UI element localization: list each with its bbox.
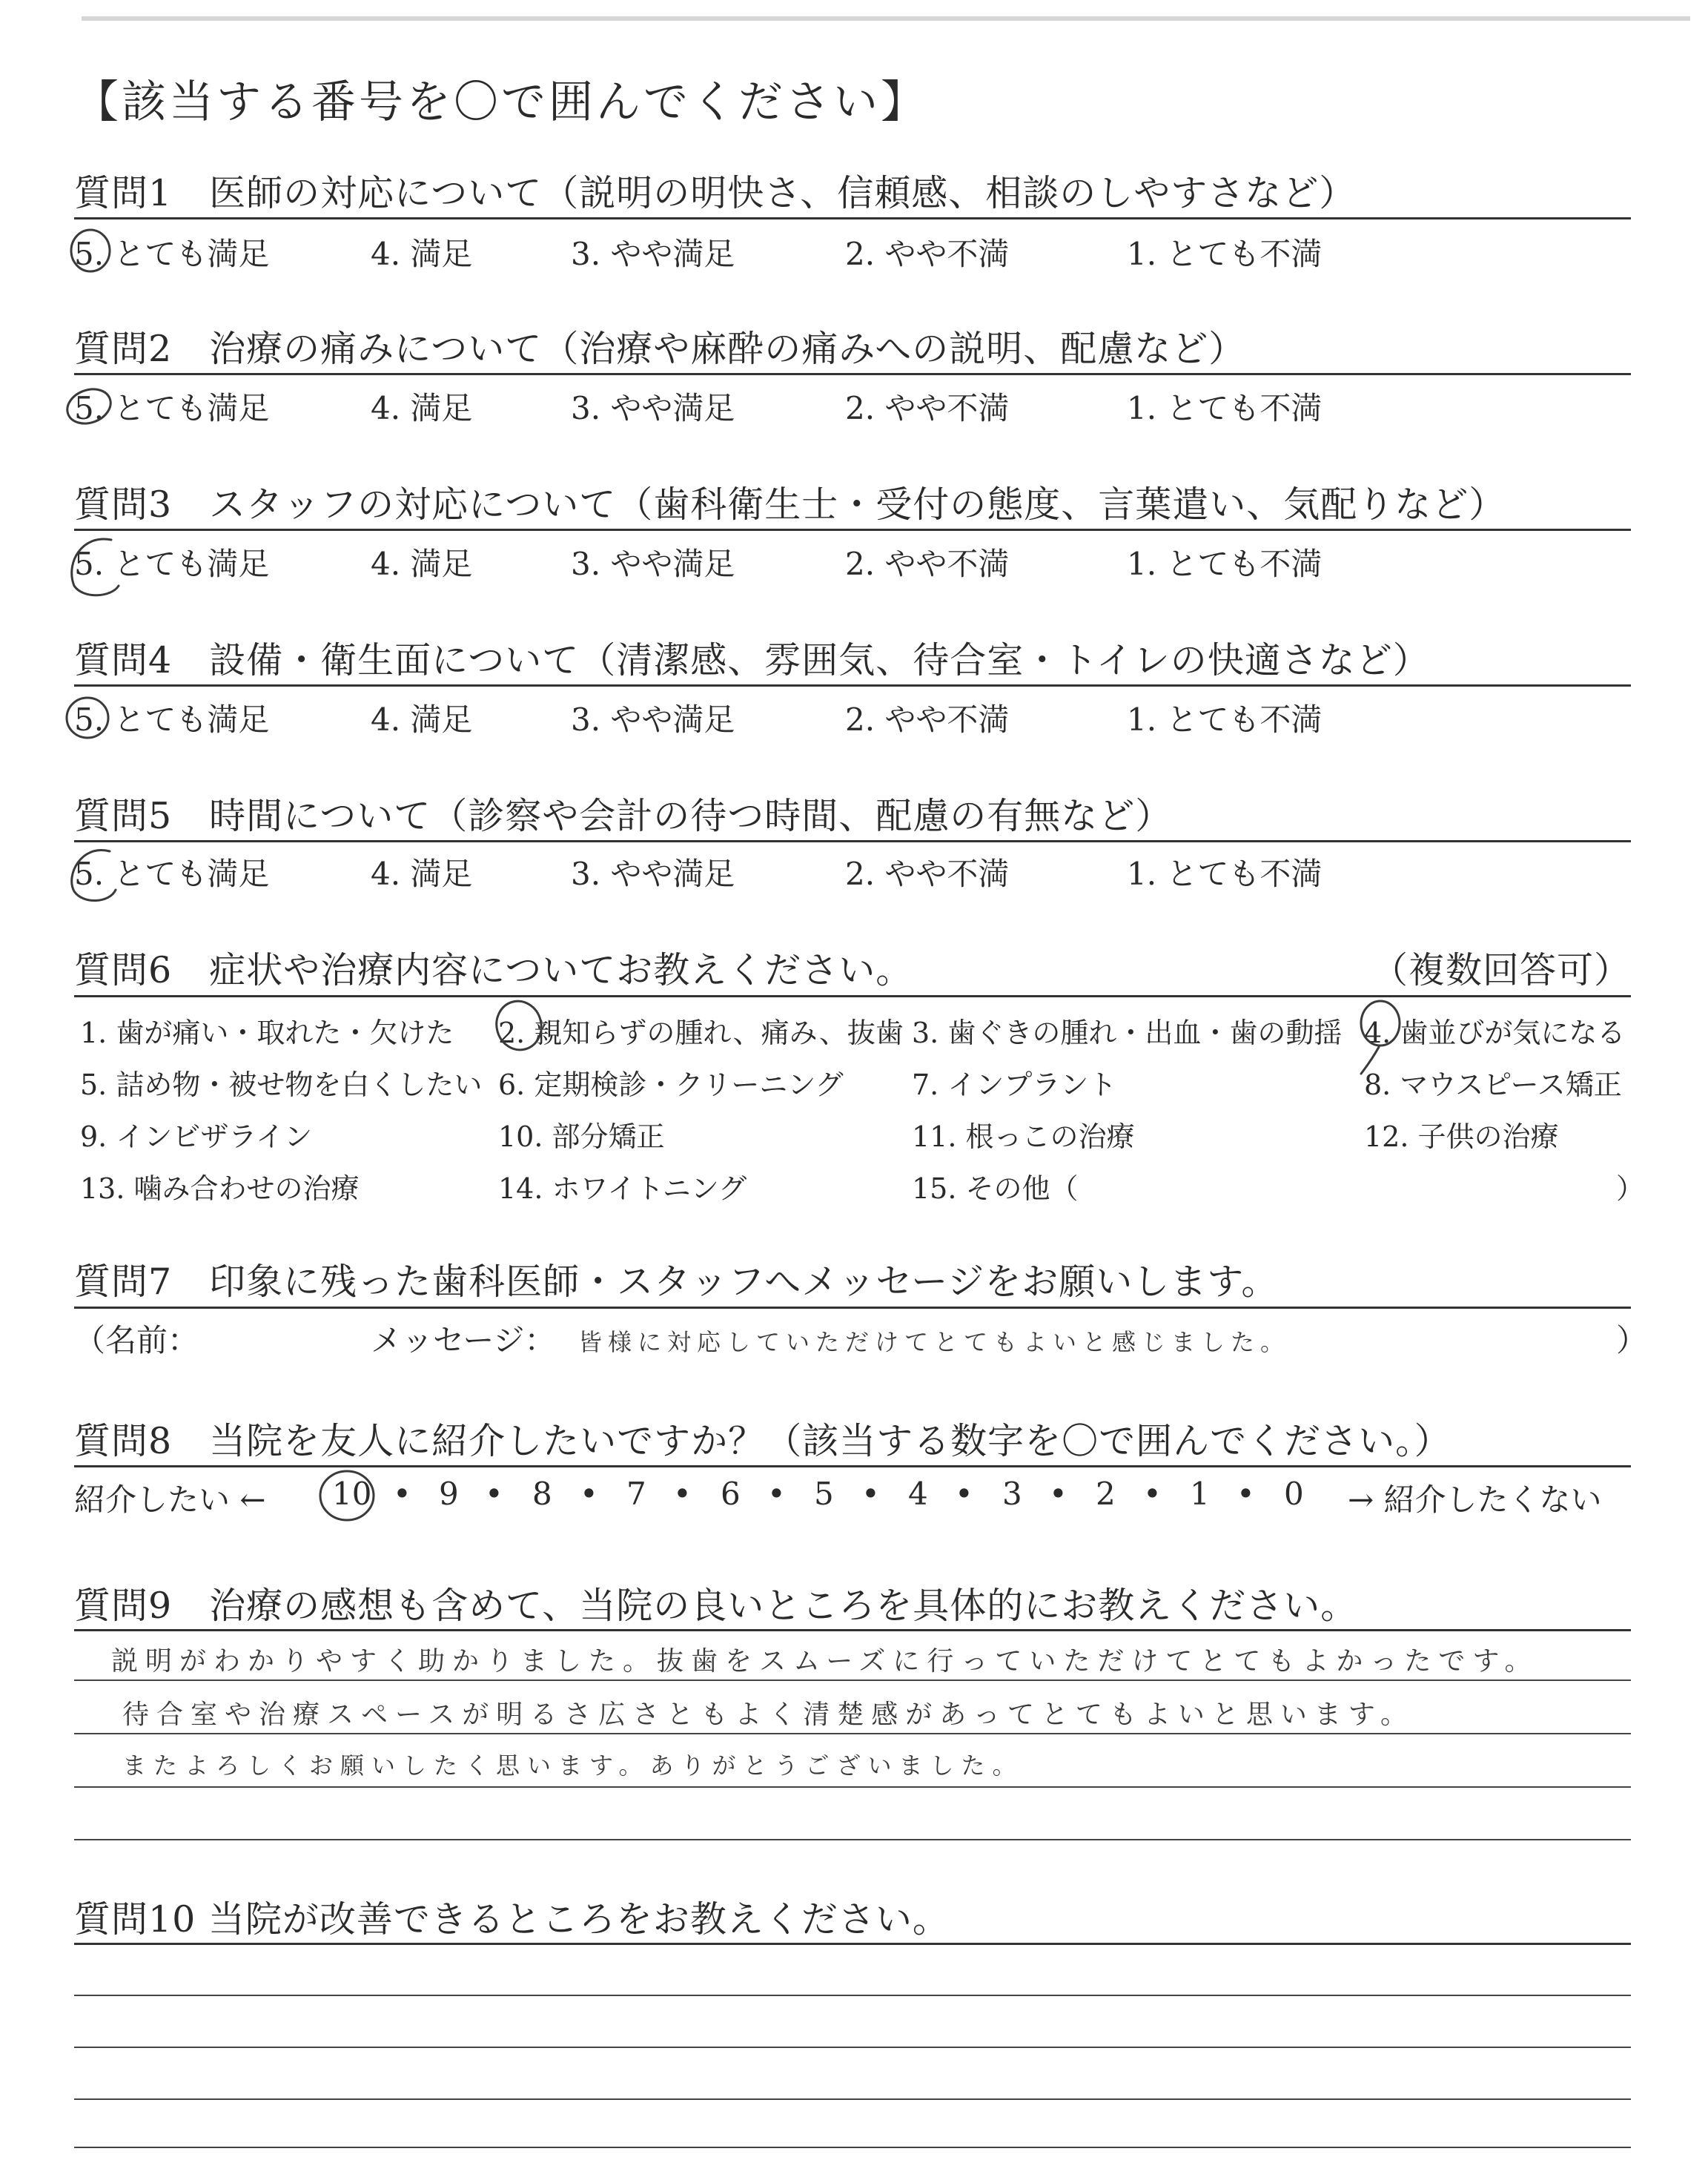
q10-line — [74, 2098, 1631, 2100]
q8-score-10[interactable]: 10 — [332, 1476, 372, 1512]
q4-option-4[interactable]: 4. 満足 — [371, 701, 473, 738]
q1-title: 質問1 医師の対応について（説明の明快さ、信頼感、相談のしやすさなど） — [74, 172, 1357, 214]
q8-score-5[interactable]: 5 — [814, 1476, 834, 1512]
q8-title: 質問8 当院を友人に紹介したいですか？（該当する数字を〇で囲んでください。） — [74, 1420, 1452, 1462]
q9-line — [74, 1839, 1631, 1840]
q4-title: 質問4 設備・衛生面について（清潔感、雰囲気、待合室・トイレの快適さなど） — [74, 639, 1430, 681]
q10-line — [74, 1995, 1631, 1996]
q6-option-4[interactable]: 4. 歯並びが気になる — [1364, 1017, 1626, 1049]
q5-option-4[interactable]: 4. 満足 — [371, 856, 473, 892]
q9-title: 質問9 治療の感想も含めて、当院の良いところを具体的にお教えください。 — [74, 1585, 1358, 1627]
q9-line — [74, 1680, 1631, 1681]
q9-line — [74, 1733, 1631, 1734]
q6-other-close-paren: ） — [1616, 1172, 1645, 1205]
q8-dot: • — [1237, 1476, 1255, 1512]
q8-right-label: → 紹介したくない — [1348, 1482, 1602, 1518]
q2-option-4[interactable]: 4. 満足 — [371, 390, 473, 426]
q8-score-2[interactable]: 2 — [1096, 1476, 1116, 1512]
q6-option-14[interactable]: 14. ホワイトニング — [498, 1172, 747, 1205]
q8-dot: • — [1049, 1476, 1068, 1512]
q3-option-2[interactable]: 2. やや不満 — [845, 546, 1010, 582]
q8-rule — [74, 1465, 1631, 1467]
form-title: 【該当する番号を〇で囲んでください】 — [74, 76, 928, 128]
q7-title: 質問7 印象に残った歯科医師・スタッフへメッセージをお願いします。 — [74, 1261, 1279, 1303]
q6-option-8[interactable]: 8. マウスピース矯正 — [1364, 1069, 1622, 1101]
q9-answer-line-3[interactable]: またよろしくお願いしたく思います。ありがとうございました。 — [122, 1751, 1024, 1780]
q8-score-7[interactable]: 7 — [626, 1476, 646, 1512]
q6-option-9[interactable]: 9. インビザライン — [80, 1120, 313, 1153]
q5-rule — [74, 840, 1631, 842]
q5-option-1[interactable]: 1. とても不満 — [1127, 856, 1323, 892]
q8-dot: • — [393, 1476, 411, 1512]
q8-score-6[interactable]: 6 — [721, 1476, 741, 1512]
q8-score-8[interactable]: 8 — [532, 1476, 552, 1512]
q6-option-3[interactable]: 3. 歯ぐきの腫れ・出血・歯の動揺 — [912, 1017, 1343, 1049]
q6-title: 質問6 症状や治療内容についてお教えください。 — [74, 949, 913, 991]
q1-option-4[interactable]: 4. 満足 — [371, 236, 473, 272]
q5-option-3[interactable]: 3. やや満足 — [571, 856, 735, 892]
q2-option-3[interactable]: 3. やや満足 — [571, 390, 735, 426]
q8-score-3[interactable]: 3 — [1002, 1476, 1022, 1512]
q9-line — [74, 1786, 1631, 1788]
q7-close-paren: ） — [1616, 1322, 1648, 1358]
q1-option-1[interactable]: 1. とても不満 — [1127, 236, 1323, 272]
q3-option-1[interactable]: 1. とても不満 — [1127, 546, 1323, 582]
q8-dot: • — [1143, 1476, 1162, 1512]
scan-top-edge — [82, 16, 1690, 21]
q3-option-4[interactable]: 4. 満足 — [371, 546, 473, 582]
q6-rule — [74, 995, 1631, 997]
q10-line — [74, 2047, 1631, 2048]
q8-score-1[interactable]: 1 — [1190, 1476, 1210, 1512]
q7-message-text[interactable]: 皆様に対応していただけてとてもよいと感じました。 — [578, 1328, 1291, 1356]
q6-option-1[interactable]: 1. 歯が痛い・取れた・欠けた — [80, 1017, 454, 1049]
q10-title: 質問10 当院が改善できるところをお教えください。 — [74, 1898, 950, 1941]
q2-option-5[interactable]: 5. とても満足 — [74, 390, 270, 426]
q8-dot: • — [861, 1476, 880, 1512]
q6-multiple-note: （複数回答可） — [1371, 949, 1632, 991]
q6-option-11[interactable]: 11. 根っこの治療 — [912, 1120, 1135, 1153]
q4-option-3[interactable]: 3. やや満足 — [571, 701, 735, 738]
q5-option-5[interactable]: 5. とても満足 — [74, 856, 270, 892]
q6-option-6[interactable]: 6. 定期検診・クリーニング — [498, 1069, 844, 1101]
q1-option-2[interactable]: 2. やや不満 — [845, 236, 1010, 272]
q8-dot: • — [673, 1476, 692, 1512]
q8-dot: • — [580, 1476, 598, 1512]
q4-option-2[interactable]: 2. やや不満 — [845, 701, 1010, 738]
q5-option-2[interactable]: 2. やや不満 — [845, 856, 1010, 892]
q2-title: 質問2 治療の痛みについて（治療や麻酔の痛みへの説明、配慮など） — [74, 328, 1246, 370]
q6-option-13[interactable]: 13. 噛み合わせの治療 — [80, 1172, 360, 1205]
q8-dot: • — [955, 1476, 973, 1512]
q3-option-5[interactable]: 5. とても満足 — [74, 546, 270, 582]
q7-message-label: メッセージ： — [371, 1322, 556, 1358]
q6-option-7[interactable]: 7. インプラント — [912, 1069, 1117, 1101]
q1-option-3[interactable]: 3. やや満足 — [571, 236, 735, 272]
q4-rule — [74, 684, 1631, 687]
q2-option-2[interactable]: 2. やや不満 — [845, 390, 1010, 426]
q3-title: 質問3 スタッフの対応について（歯科衛生士・受付の態度、言葉遣い、気配りなど） — [74, 483, 1506, 526]
q7-name-label: （名前： — [74, 1322, 199, 1358]
q2-option-1[interactable]: 1. とても不満 — [1127, 390, 1323, 426]
q3-rule — [74, 529, 1631, 531]
q1-option-5[interactable]: 5. とても満足 — [74, 236, 270, 272]
q8-dot: • — [485, 1476, 503, 1512]
q6-option-2[interactable]: 2. 親知らずの腫れ、痛み、抜歯 — [498, 1017, 904, 1049]
q4-option-5[interactable]: 5. とても満足 — [74, 701, 270, 738]
q8-score-9[interactable]: 9 — [439, 1476, 459, 1512]
q8-left-label: 紹介したい ← — [74, 1482, 266, 1518]
q3-option-3[interactable]: 3. やや満足 — [571, 546, 735, 582]
q9-answer-line-1[interactable]: 説明がわかりやすく助かりました。抜歯をスムーズに行っていただけてとてもよかったです。 — [111, 1646, 1539, 1677]
q6-option-10[interactable]: 10. 部分矯正 — [498, 1120, 665, 1153]
q1-rule — [74, 217, 1631, 219]
q6-option-15[interactable]: 15. その他（ — [912, 1172, 1079, 1205]
q9-answer-line-2[interactable]: 待合室や治療スペースが明るさ広さともよく清楚感があってとてもよいと思います。 — [122, 1700, 1414, 1730]
q7-rule — [74, 1307, 1631, 1309]
q8-score-0[interactable]: 0 — [1284, 1476, 1304, 1512]
q10-rule — [74, 1943, 1631, 1945]
q4-option-1[interactable]: 1. とても不満 — [1127, 701, 1323, 738]
q6-option-5[interactable]: 5. 詰め物・被せ物を白くしたい — [80, 1069, 483, 1101]
q5-title: 質問5 時間について（診察や会計の待つ時間、配慮の有無など） — [74, 795, 1173, 837]
q2-rule — [74, 373, 1631, 375]
q8-dot: • — [767, 1476, 786, 1512]
q8-score-4[interactable]: 4 — [908, 1476, 928, 1512]
q6-option-12[interactable]: 12. 子供の治療 — [1364, 1120, 1559, 1153]
q10-line — [74, 2147, 1631, 2148]
q9-rule — [74, 1629, 1631, 1631]
